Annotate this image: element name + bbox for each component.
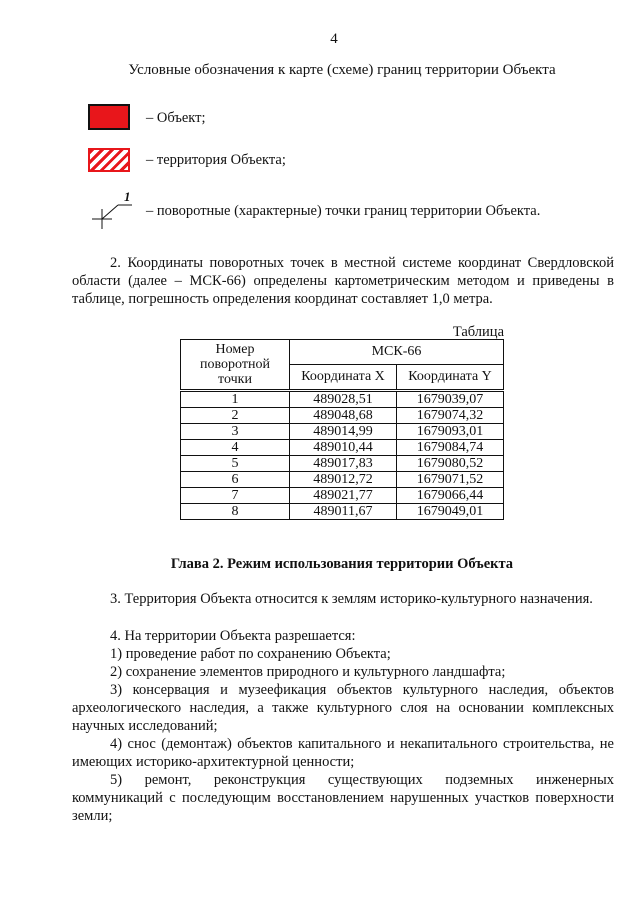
page-number: 4 [330, 31, 338, 47]
table-row [181, 391, 504, 408]
cell-y: 1679080,52 [397, 456, 504, 472]
cell-point: 8 [181, 504, 290, 520]
cell-y: 1679066,44 [397, 488, 504, 504]
cell-point: 4 [181, 440, 290, 456]
boundary-point-icon [88, 189, 136, 229]
paragraph-coordinates: 2. Координаты поворотных точек в местной системе координат Свердловской области (далее – МСК-66) определены картометрическим методом и приведены в таблице, погрешность определения координат составляет 1,0 метра. [72, 255, 614, 307]
header-msk66: МСК-66 [290, 340, 504, 365]
cell-point: 5 [181, 456, 290, 472]
cell-y: 1679074,32 [397, 408, 504, 424]
list-item-5: 5) ремонт, реконструкция существующих подземных инженерных коммуникаций с последующим восстановлением нарушенных участков поверхности земли; [72, 772, 614, 824]
cell-y: 1679039,07 [397, 391, 504, 408]
legend-item-territory: – территория Объекта; [146, 152, 286, 168]
territory-hatch-icon [88, 148, 130, 172]
cell-y: 1679071,52 [397, 472, 504, 488]
cell-x: 489048,68 [290, 408, 397, 424]
cell-x: 489014,99 [290, 424, 397, 440]
table-row [181, 408, 504, 424]
table-row [181, 488, 504, 504]
table-row [181, 440, 504, 456]
list-item-4: 4) снос (демонтаж) объектов капитального и некапитального строительства, не имеющих историко-архитектурной ценности; [72, 736, 614, 770]
list-item-1: 1) проведение работ по сохранению Объекта; [110, 646, 391, 662]
table-row [181, 424, 504, 440]
cell-x: 489017,83 [290, 456, 397, 472]
header-point-number: Номер поворотной точки [181, 340, 290, 391]
table-row [181, 472, 504, 488]
cell-y: 1679084,74 [397, 440, 504, 456]
cell-x: 489010,44 [290, 440, 397, 456]
cell-y: 1679049,01 [397, 504, 504, 520]
legend-title: Условные обозначения к карте (схеме) границ территории Объекта [128, 62, 556, 78]
cell-point: 2 [181, 408, 290, 424]
cell-x: 489011,67 [290, 504, 397, 520]
cell-point: 1 [181, 391, 290, 408]
cell-x: 489028,51 [290, 391, 397, 408]
cell-point: 3 [181, 424, 290, 440]
header-coordinate-y: Координата Y [397, 364, 504, 390]
cell-x: 489021,77 [290, 488, 397, 504]
boundary-point-number: 1 [124, 189, 131, 204]
object-swatch-icon [88, 104, 130, 130]
cell-x: 489012,72 [290, 472, 397, 488]
cell-point: 7 [181, 488, 290, 504]
cell-y: 1679093,01 [397, 424, 504, 440]
table-row [181, 504, 504, 520]
header-coordinate-x: Координата X [290, 364, 397, 390]
coordinates-table [180, 339, 504, 520]
cell-point: 6 [181, 472, 290, 488]
legend-item-object: – Объект; [146, 110, 206, 126]
legend-item-boundary-points: – поворотные (характерные) точки границ территории Объекта. [146, 203, 541, 219]
table-caption: Таблица [452, 324, 504, 340]
list-item-3: 3) консервация и музеефикация объектов культурного наследия, объектов археологического наследия, а также культурного слоя на основании комплексных научных исследований; [72, 682, 614, 734]
list-item-2: 2) сохранение элементов природного и культурного ландшафта; [110, 664, 506, 680]
table-row [181, 456, 504, 472]
paragraph-3: 3. Территория Объекта относится к землям историко-культурного назначения. [110, 591, 593, 607]
chapter-heading: Глава 2. Режим использования территории Объекта [170, 556, 514, 572]
paragraph-4: 4. На территории Объекта разрешается: [110, 628, 356, 644]
